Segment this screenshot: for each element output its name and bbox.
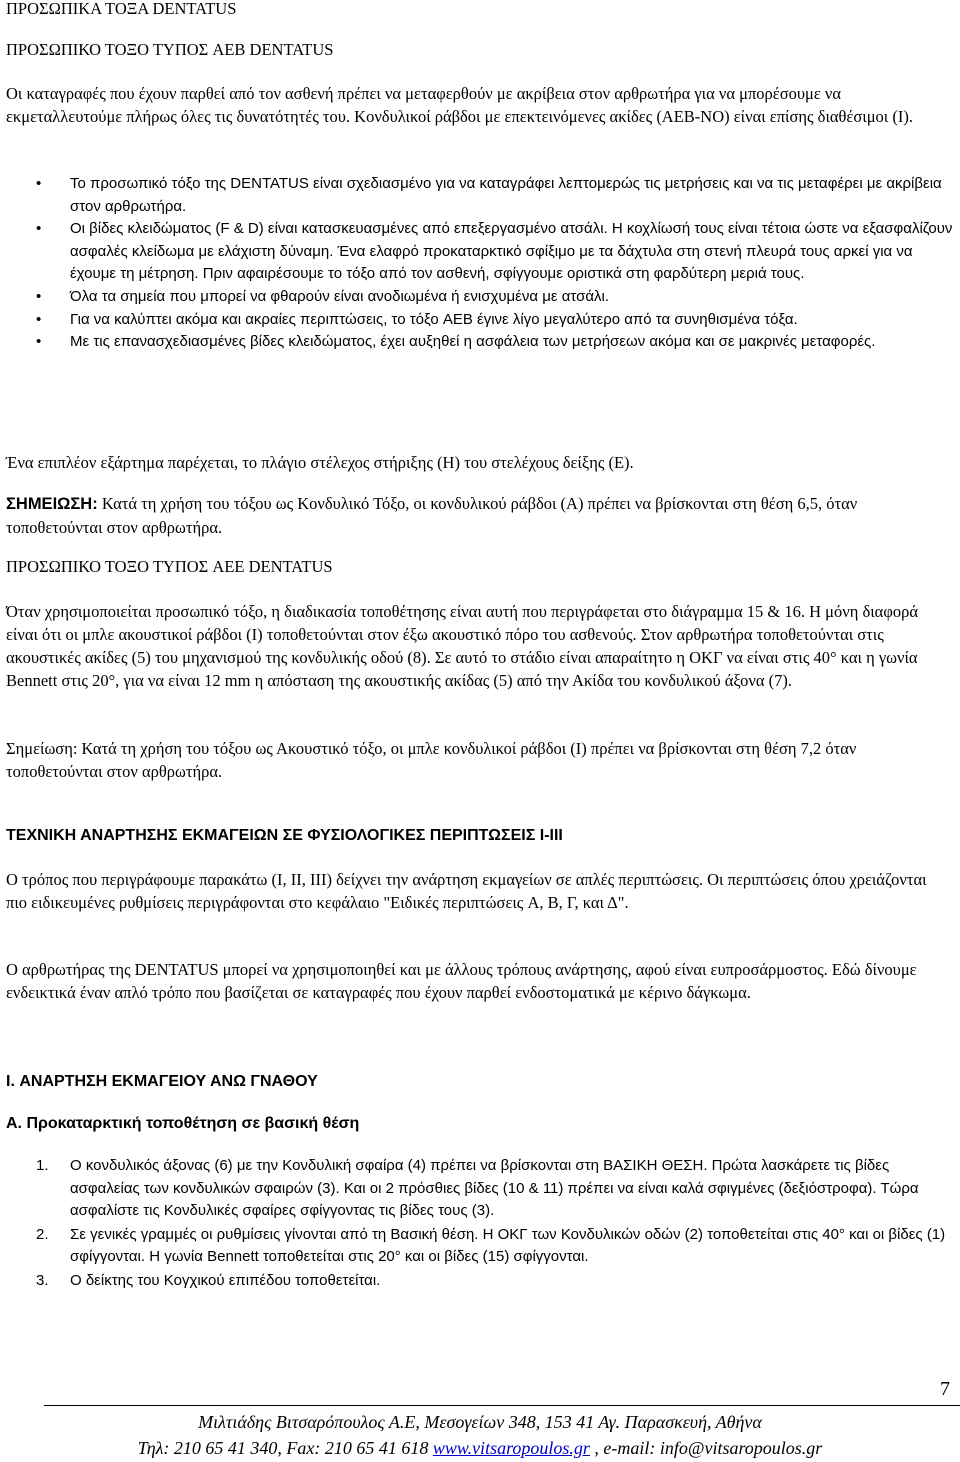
page-top-title: ΠΡΟΣΩΠΙΚΑ ΤΟΞΑ DENTATUS [6,0,237,18]
footer-contact-line [0,1436,960,1460]
section-a-heading: A. Προκαταρκτική τοποθέτηση σε βασική θέση [6,1115,360,1132]
bullet-icon: • [36,220,42,238]
bullet-icon: • [36,333,42,351]
technique-title: ΤΕΧΝΙΚΗ ΑΝΑΡΤΗΣΗΣ ΕΚΜΑΓΕΙΩΝ ΣΕ ΦΥΣΙΟΛΟΓΙΚΕΣ ΠΕΡΙΠΤΩΣΕΙΣ I-III [6,827,563,844]
section-i-heading: I. ΑΝΑΡΤΗΣΗ ΕΚΜΑΓΕΙΟΥ ΑΝΩ ΓΝΑΘΟΥ [6,1073,318,1090]
feature-bullet-list [36,173,956,354]
accessory-paragraph: Ένα επιπλέον εξάρτημα παρέχεται, το πλάγιο στέλεχος στήριξης (H) του στελέχους δείξης (E). [6,453,634,472]
footer-company-line: Μιλτιάδης Βιτσαρόπουλος Α.Ε, Μεσογείων 348, 153 41 Αγ. Παρασκευή, Αθήνα [198,1412,762,1432]
footer-website-link[interactable]: www.vitsaropoulos.gr [432,1438,590,1458]
bullet-item: • Για να καλύπτει ακόμα και ακραίες περιπτώσεις, το τόξο AEB έγινε λίγο μεγαλύτερο από τα συνηθισμένα τόξα. [36,309,956,332]
intro-paragraph: Οι καταγραφές που έχουν παρθεί από τον ασθενή πρέπει να μεταφερθούν με ακρίβεια στον αρθρωτήρα για να μπορέσουμε να εκμεταλλευτούμε πλήρως όλες τις δυνατότητές του. Κονδυλικοί ράβδοι με επεκτεινόμενες ακίδες (AEB-NO) είναι επίσης διαθέσιμοι (I). [6,84,913,126]
footer-email: , e-mail: info@vitsaropoulos.gr [589,1438,823,1458]
steps-list [36,1155,956,1294]
page-number: 7 [940,1378,950,1400]
bullet-item: • Όλα τα σημεία που μπορεί να φθαρούν είναι ανοδιωμένα ή ενισχυμένα με ατσάλι. [36,286,956,309]
note-label: ΣΗΜΕΙΩΣΗ: [6,495,98,513]
aee-section-title: ΠΡΟΣΩΠΙΚΟ ΤΟΞΟ ΤΥΠΟΣ AEE DENTATUS [6,557,333,576]
bullet-item: • Με τις επανασχεδιασμένες βίδες κλειδώματος, έχει αυξηθεί η ασφάλεια των μετρήσεων ακόμα και σε μακρινές μεταφορές. [36,331,956,354]
bullet-icon: • [36,310,42,328]
aee-paragraph: Όταν χρησιμοποιείται προσωπικό τόξο, η διαδικασία τοποθέτησης είναι αυτή που περιγράφεται στο διάγραμμα 15 & 16. Η μόνη διαφορά είναι ότι οι μπλε ακουστικοί ράβδοι (I) τοποθετούνται στον έξω ακουστικό πόρο του ασθενούς. Στον αρθρωτήρα τοποθετούνται στις ακουστικές ακίδες (5) του μηχανισμού της κονδυλικής οδού (8). Σε αυτό το στάδιο είναι απαραίτητο η ΟΚΓ να είναι στις 40° και η γωνία Bennett στις 20°, για να είναι 12 mm η απόσταση της ακουστικής ακίδας (5) από την Ακίδα του κονδυλικού άξονα (7). [6,602,918,690]
bullet-item: • Οι βίδες κλειδώματος (F & D) είναι κατασκευασμένες από επεξεργασμένο ατσάλι. Η κοχλίωσή τους είναι τέτοια ώστε να εξασφαλίζουν ασφαλές κλείδωμα με ελάχιστη δύναμη. Ένα ελαφρό προκαταρκτικό σφίξιμο με τα δάχτυλα στη στενή πλευρά τους αρκεί για να έχουμε τη μέτρηση. Πριν αφαιρέσουμε το τόξο από τον ασθενή, σφίγγουμε οριστικά στη φαρδύτερη μεριά τους. [36,220,953,283]
step-item: 3. Ο δείκτης του Κογχικού επιπέδου τοποθετείται. [36,1271,381,1289]
note2-paragraph: Σημείωση: Κατά τη χρήση του τόξου ως Ακουστικό τόξο, οι μπλε κονδυλικοί ράβδοι (I) πρέπει να βρίσκονται στη θέση 7,2 όταν τοποθετούνται στον αρθρωτήρα. [6,739,857,781]
bullet-item: • Το προσωπικό τόξο της DENTATUS είναι σχεδιασμένο για να καταγράφει λεπτομερώς τις μετρήσεις και να τις μεταφέρει με ακρίβεια στον αρθρωτήρα. [36,175,942,215]
note-paragraph: ΣΗΜΕΙΩΣΗ: Κατά τη χρήση του τόξου ως Κονδυλικό Τόξο, οι κονδυλικού ράβδοι (A) πρέπει να βρίσκονται στη θέση 6,5, όταν τοποθετούνται στον αρθρωτήρα. [6,494,858,537]
technique-paragraph-1: Ο τρόπος που περιγράφουμε παρακάτω (I, II, III) δείχνει την ανάρτηση εκμαγείων σε απλές περιπτώσεις. Οι περιπτώσεις όπου χρειάζονται πιο ειδικευμένες ρυθμίσεις περιγράφονται στο κεφάλαιο "Ειδικές περιπτώσεις A, B, Γ, και Δ". [6,870,927,912]
bullet-icon: • [36,287,42,305]
footer-phone: Τηλ: 210 65 41 340, Fax: 210 65 41 618 [137,1438,433,1458]
bullet-icon: • [36,175,42,192]
technique-paragraph-2: Ο αρθρωτήρας της DENTATUS μπορεί να χρησιμοποιηθεί και με άλλους τρόπους ανάρτησης, αφού είναι ευπροσάρμοστος. Εδώ δίνουμε ενδεικτικά έναν απλό τρόπο που βασίζεται σε καταγραφές που έχουν παρθεί ενδοστοματικά με κέρινο δάγκωμα. [6,960,917,1002]
aeb-section-title: ΠΡΟΣΩΠΙΚΟ ΤΟΞΟ ΤΥΠΟΣ AEB DENTATUS [6,40,334,59]
footer-divider [44,1405,960,1406]
step-item: 1. Ο κονδυλικός άξονας (6) με την Κονδυλική σφαίρα (4) πρέπει να βρίσκονται στη ΒΑΣΙΚΗ ΘΕΣΗ. Πρώτα λασκάρετε τις βίδες ασφαλείας των κονδυλικών σφαιρών (3). Και οι 2 πρόσθιες βίδες (10 & 11) πρέπει να είναι καλά σφιγμένες (δεξιόστροφα). Τώρα ασφαλίστε τις Κονδυλικές σφαίρες σφίγγοντας τις βίδες τους (3). [36,1157,919,1220]
step-item: 2. Σε γενικές γραμμές οι ρυθμίσεις γίνονται από τη Βασική θέση. Η ΟΚΓ των Κονδυλικών οδών (2) τοποθετείται στις 40° και οι βίδες (1) σφίγγονται. Η γωνία Bennett τοποθετείται στις 20° και οι βίδες (15) σφίγγονται. [36,1225,946,1266]
